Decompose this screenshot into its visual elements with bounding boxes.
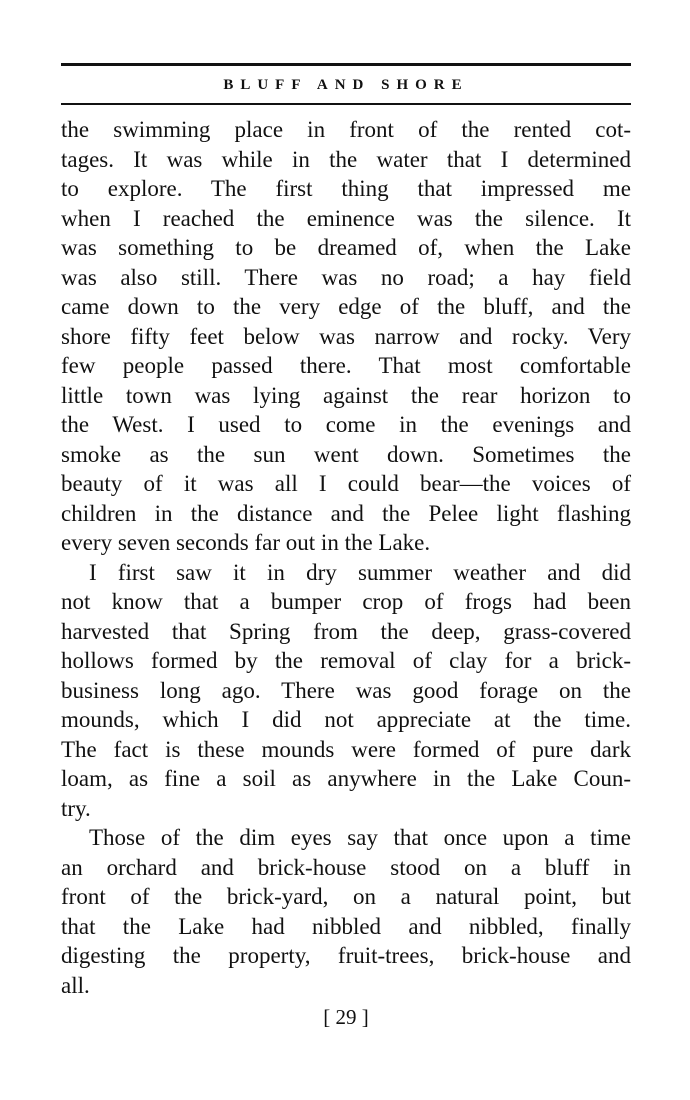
text-line: The fact is these mounds were formed of pure dark	[61, 736, 631, 762]
text-line: Those of the dim eyes say that once upon a time	[89, 825, 631, 850]
text-line: front of the brick-yard, on a natural point, but	[61, 884, 631, 909]
text-line: smoke as the sun went down. Sometimes the	[61, 441, 631, 467]
text-line: the West. I used to come in the evenings and	[61, 412, 631, 437]
text-line: all.	[61, 972, 90, 998]
text-line: beauty of it was all I could bear—the voices of	[61, 471, 631, 496]
body-text	[61, 115, 631, 1000]
text-line: not know that a bumper crop of frogs had been	[61, 589, 631, 614]
text-line: to explore. The first thing that impressed me	[61, 176, 631, 201]
header-bottom-rule	[61, 103, 631, 105]
text-line: tages. It was while in the water that I determined	[61, 146, 631, 172]
text-line: hollows formed by the removal of clay for a brick-	[61, 648, 631, 673]
text-line: every seven seconds far out in the Lake.	[61, 530, 431, 555]
text-line: loam, as fine a soil as anywhere in the Lake Coun-	[61, 766, 631, 791]
text-line: I first saw it in dry summer weather and did	[89, 559, 631, 585]
page-number: [ 29 ]	[323, 1005, 369, 1029]
text-line: children in the distance and the Pelee light flashing	[61, 500, 631, 526]
text-line: was something to be dreamed of, when the Lake	[61, 235, 631, 260]
text-line: when I reached the eminence was the silence. It	[61, 205, 631, 231]
text-line: little town was lying against the rear horizon to	[61, 382, 631, 408]
text-line: mounds, which I did not appreciate at the time.	[61, 707, 631, 732]
book-page	[61, 0, 631, 1100]
text-line: that the Lake had nibbled and nibbled, finally	[61, 913, 631, 939]
text-line: came down to the very edge of the bluff, and the	[61, 294, 631, 319]
running-title: BLUFF AND SHORE	[223, 77, 469, 93]
text-line: an orchard and brick-house stood on a bluff in	[61, 854, 631, 880]
text-line: try.	[61, 795, 91, 821]
text-line: was also still. There was no road; a hay field	[61, 264, 631, 290]
text-line: the swimming place in front of the rented cot-	[61, 117, 631, 142]
header-top-rule	[61, 63, 631, 66]
text-line: digesting the property, fruit-trees, brick-house and	[61, 943, 631, 968]
text-line: shore fifty feet below was narrow and rocky. Very	[61, 323, 631, 349]
text-line: harvested that Spring from the deep, grass-covered	[61, 618, 631, 644]
text-line: few people passed there. That most comfortable	[61, 353, 631, 378]
text-line: business long ago. There was good forage on the	[61, 677, 631, 703]
